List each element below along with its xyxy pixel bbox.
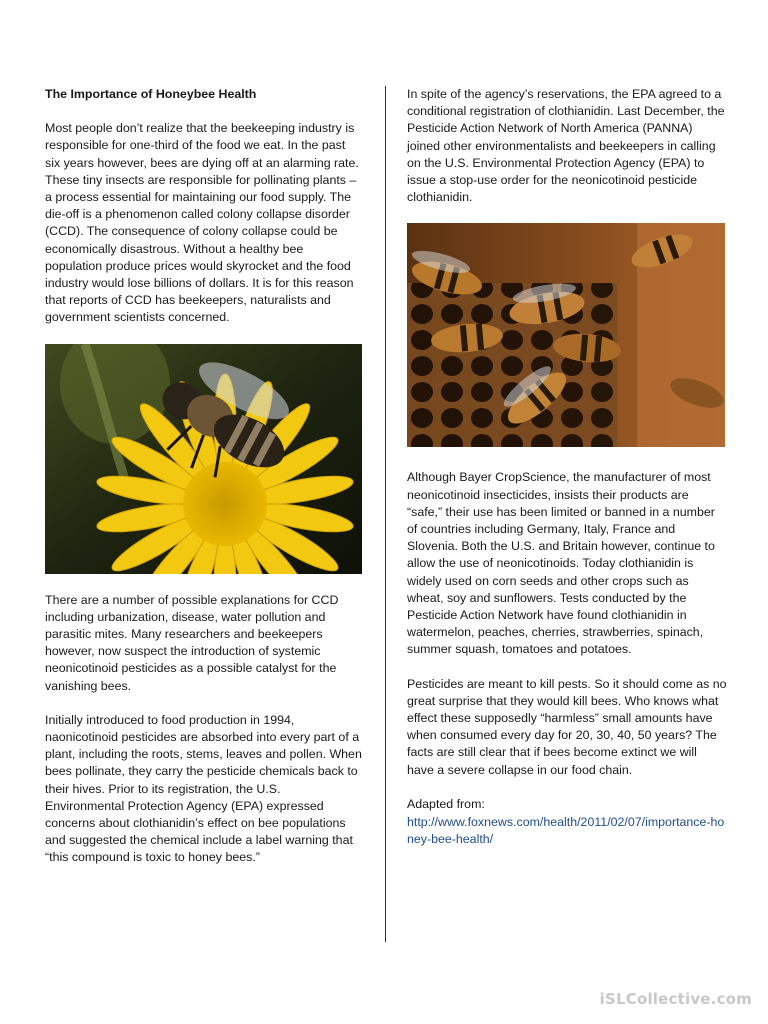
paragraph-6: Pesticides are meant to kill pests. So it should come as no great surprise that they would kill bees. Who knows what effect these supposedly “harmless” small amounts have when consumed every day for 20, 30, 40, 50 years? The facts are still clear that if bees become extinct we will have a severe collapse in our food chain. [407, 676, 727, 777]
paragraph-2: There are a number of possible explanations for CCD including urbanization, disease, water pollution and parasitic mites. Many researchers and beekeepers however, now suspect the introduction of systemic neonicotinoid pesticides as a possible catalyst for the vanishing bees. [45, 592, 339, 693]
adapted-from-label: Adapted from: [407, 796, 485, 811]
paragraph-4: In spite of the agency’s reservations, the EPA agreed to a conditional registration of clothianidin. Last December, the Pesticide Action Network of North America (PANNA) joined other environmentalists and beekeepers in calling on the U.S. Environmental Protection Agency (EPA) to issue a stop-use order for the neonicotinoid pesticide clothianidin. [407, 87, 725, 205]
paragraph-5: Although Bayer CropScience, the manufacturer of most neonicotinoid insecticides, insists their products are “safe,” their use has been limited or banned in a number of countries including Germany, Italy, France and Slovenia. Both the U.S. and Britain however, continue to allow the use of neonicotinoids. Today clothianidin is widely used on corn seeds and other crops such as wheat, soy and sunflowers. Tests conducted by the Pesticide Action Network have found clothianidin in watermelon, peaches, cherries, strawberries, spinach, summer squash, tomatoes and potatoes. [407, 470, 715, 657]
left-column [45, 86, 363, 884]
article-title: The Importance of Honeybee Health [45, 87, 257, 101]
paragraph-1: Most people don’t realize that the beekeeping industry is responsible for one-third of the food we eat. In the past six years however, bees are dying off at an alarming rate. These tiny insects are responsible for pollinating plants – a process essential for maintaining our food supply. The die-off is a phenomenon called colony collapse disorder (CCD). The consequence of colony collapse could be economically disastrous. Without a healthy bee population produce prices would skyrocket and the food industry would lose billions of dollars. It is for this reason that reports of CCD has beekeepers, naturalists and government scientists concerned. [45, 121, 359, 325]
right-column [407, 86, 727, 848]
source-link[interactable]: http://www.foxnews.com/health/2011/02/07/importance-honey-bee-health/ [407, 815, 725, 847]
bee-on-flower-image [45, 344, 362, 574]
column-divider [385, 86, 386, 942]
paragraph-3: Initially introduced to food production in 1994, naonicotinoid pesticides are absorbed into every part of a plant, including the roots, stems, leaves and pollen. When bees pollinate, they carry the pesticide chemicals back to their hives. Prior to its registration, the U.S. Environmental Protection Agency (EPA) expressed concerns about clothianidin’s effect on bee populations and suggested the chemical include a label warning that “this compound is toxic to honey bees.” [45, 712, 362, 865]
bees-on-honeycomb-image [407, 223, 725, 447]
watermark: iSLCollective.com [599, 990, 752, 1008]
